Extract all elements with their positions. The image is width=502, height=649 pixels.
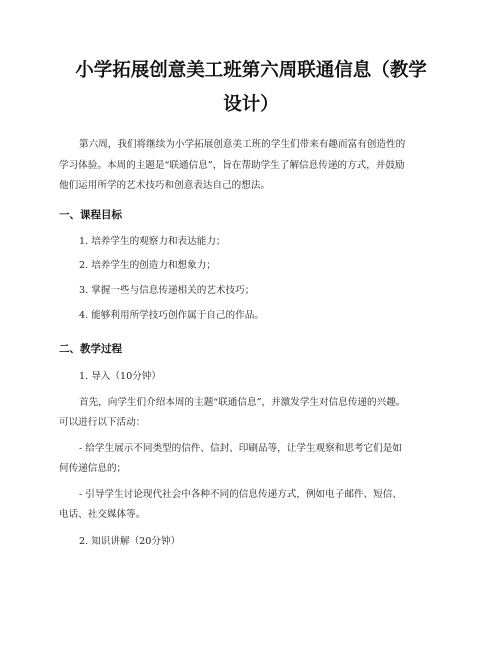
document-title-line-1: 小学拓展创意美工班第六周联通信息（教学 [75,60,427,81]
process-step-1-title: 1. 导入（10分钟） [79,371,161,382]
section-heading-teaching-process: 二、教学过程 [59,343,122,355]
intro-paragraph-line-3: 他们运用所学的艺术技巧和创意表达自己的想法。 [59,180,271,191]
section-heading-course-goals: 一、课程目标 [59,209,122,221]
intro-paragraph-line-1: 第六周，我们将继续为小学拓展创意美工班的学生们带来有趣而富有创造性的 [79,139,406,150]
activity-1-line-1: - 给学生展示不同类型的信件、信封、印刷品等，让学生观察和思考它们是如 [79,443,402,454]
intro-paragraph-line-2: 学习体验。本周的主题是“联通信息”，旨在帮助学生了解信息传递的方式，并鼓励 [59,160,405,171]
process-step-1-text-line-1: 首先，向学生们介绍本周的主题“联通信息”，并激发学生对信息传递的兴趣。 [79,397,406,408]
process-step-1-text-line-2: 可以进行以下活动： [59,417,146,428]
activity-2-line-1: - 引导学生讨论现代社会中各种不同的信息传递方式，例如电子邮件、短信、 [79,489,402,500]
goal-item-1: 1. 培养学生的观察力和表达能力； [79,236,226,247]
document-title-line-2: 设计） [223,94,279,115]
goal-item-3: 3. 掌握一些与信息传递相关的艺术技巧； [79,285,255,296]
process-step-2-title: 2. 知识讲解（20分钟） [79,536,181,547]
goal-item-2: 2. 培养学生的创造力和想象力； [79,260,216,271]
activity-2-line-2: 电话、社交媒体等。 [59,509,146,520]
goal-item-4: 4. 能够利用所学技巧创作属于自己的作品。 [79,310,264,321]
activity-1-line-2: 何传递信息的； [59,463,127,474]
